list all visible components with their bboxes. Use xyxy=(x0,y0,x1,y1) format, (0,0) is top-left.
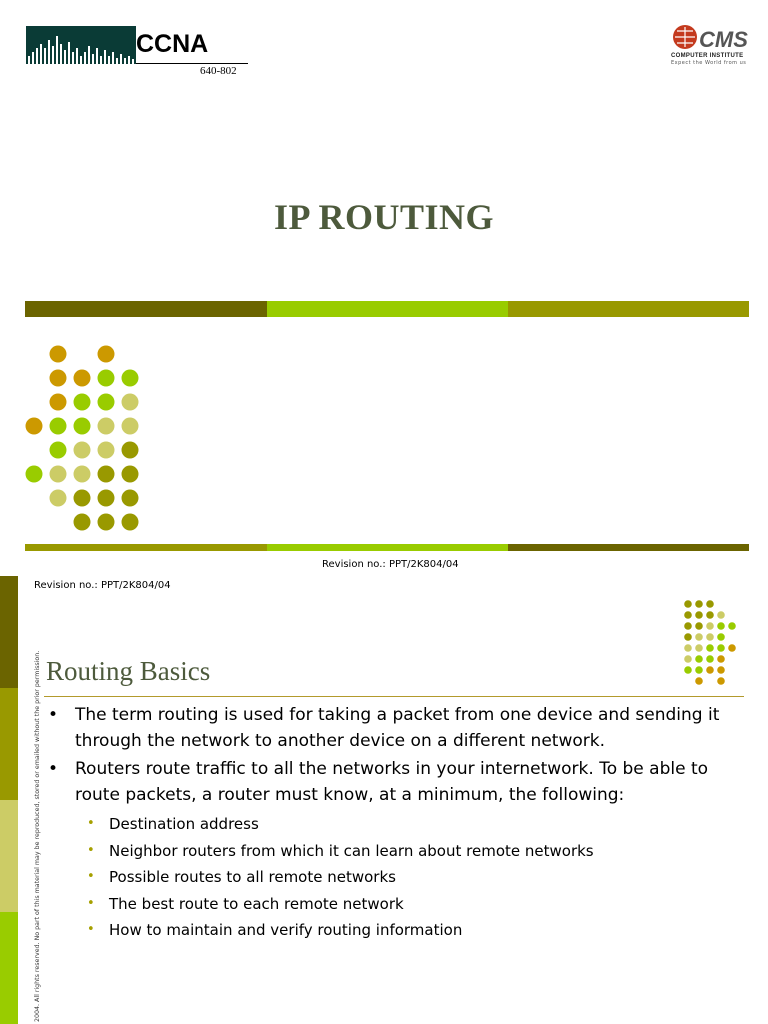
sub-bullet-item: • How to maintain and verify routing information xyxy=(46,917,746,944)
top-bar-segment-1 xyxy=(25,301,267,317)
bottom-bar-segment-3 xyxy=(508,544,749,551)
sub-bullet-item: • Destination address xyxy=(46,811,746,838)
top-bar-segment-3 xyxy=(508,301,749,317)
svg-text:CMS: CMS xyxy=(699,27,748,52)
side-bar-segment-2 xyxy=(0,688,18,800)
cms-subtitle: COMPUTER INSTITUTE xyxy=(671,53,744,59)
copyright-notice: 2004. All rights reserved. No part of this material may be reproduced, stored or emailed without the prior permission. xyxy=(34,650,41,1022)
side-bar-segment-4 xyxy=(0,912,18,1024)
sub-bullet-item: • Possible routes to all remote networks xyxy=(46,864,746,891)
slide-title: IP ROUTING xyxy=(273,197,495,237)
brand-underline xyxy=(136,63,248,64)
sub-bullet-item: • Neighbor routers from which it can learn about remote networks xyxy=(46,838,746,865)
ccna-brand: CCNA xyxy=(136,30,209,58)
exam-code: 640-802 xyxy=(200,65,237,77)
top-bar-segment-2 xyxy=(267,301,508,317)
decorative-dot-grid-small xyxy=(680,598,740,694)
cisco-logo xyxy=(26,26,136,64)
cms-tagline: Expect the World from us xyxy=(671,60,747,66)
side-bar-segment-3 xyxy=(0,800,18,912)
bullet-item: • The term routing is used for taking a packet from one device and sending it through the network to another device on a different network. xyxy=(46,703,746,754)
bullet-list xyxy=(46,703,746,944)
side-bar-segment-1 xyxy=(0,576,18,688)
decorative-dot-grid xyxy=(20,340,150,540)
revision-number: Revision no.: PPT/2K804/04 xyxy=(34,580,171,591)
revision-number: Revision no.: PPT/2K804/04 xyxy=(322,559,459,570)
slide-title: Routing Basics xyxy=(46,656,211,686)
sub-bullet-item: • The best route to each remote network xyxy=(46,891,746,918)
bottom-bar-segment-1 xyxy=(25,544,267,551)
bullet-item: • Routers route traffic to all the networks in your internetwork. To be able to route packets, a router must know, at a minimum, the following: xyxy=(46,757,746,808)
content-slide xyxy=(0,576,768,1024)
bottom-bar-segment-2 xyxy=(267,544,508,551)
title-underline xyxy=(44,696,744,697)
